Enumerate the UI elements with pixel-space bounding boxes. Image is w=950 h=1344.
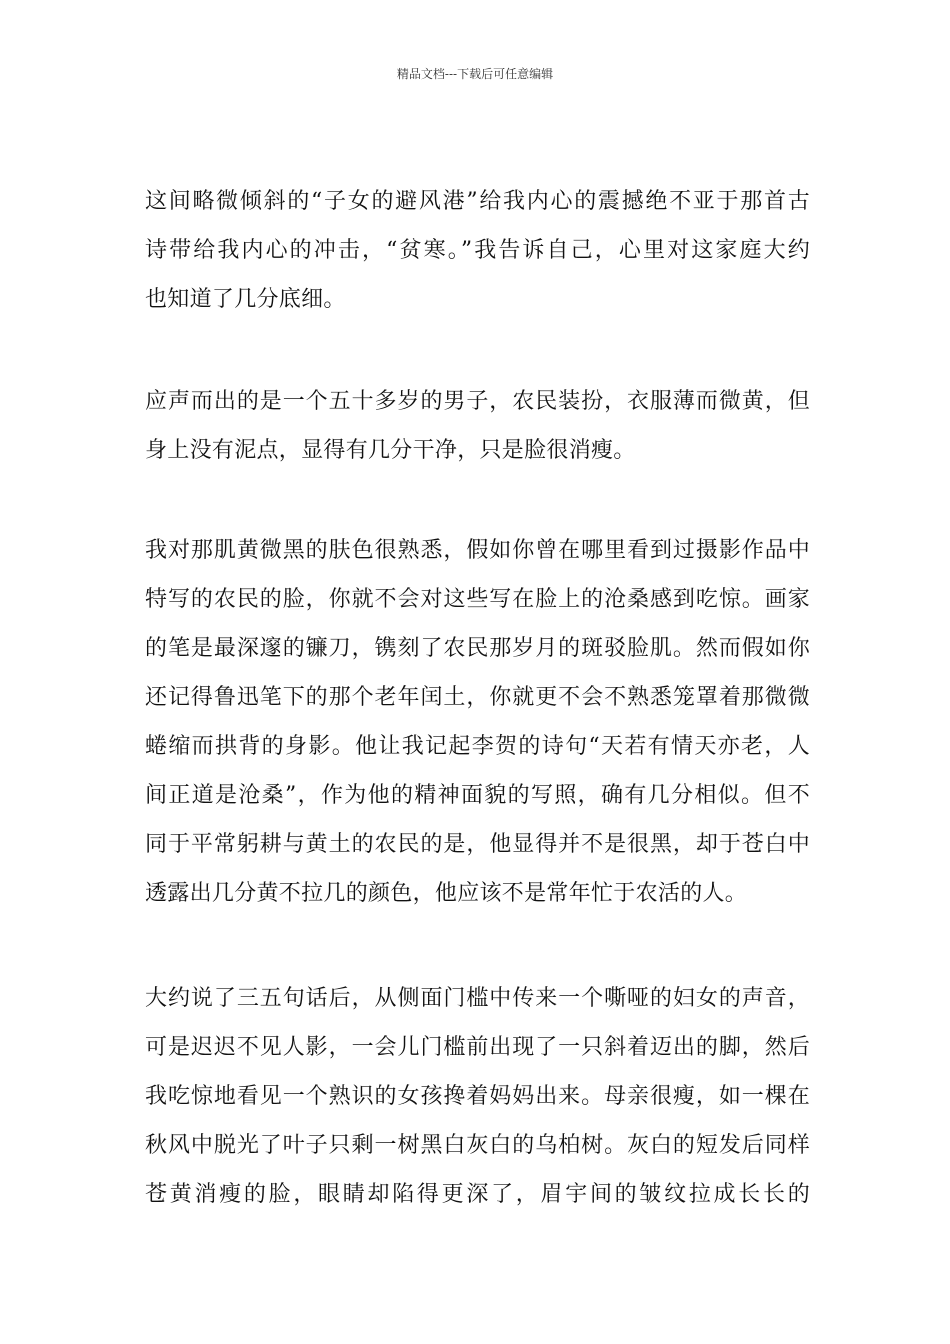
text-line: 秋风中脱光了叶子只剩一树黑白灰白的乌柏树。灰白的短发后同样 [145, 1133, 810, 1158]
text-line: 我吃惊地看见一个熟识的女孩搀着妈妈出来。母亲很瘦，如一棵在 [145, 1084, 810, 1109]
text-line: 诗带给我内心的冲击，“贫寒。”我告诉自己，心里对这家庭大约 [145, 238, 810, 263]
page-header: 精品文档---下载后可任意编辑 [396, 67, 554, 81]
paragraph-1 [145, 177, 810, 324]
text-line: 大约说了三五句话后，从侧面门槛中传来一个嘶哑的妇女的声音， [145, 986, 810, 1011]
paragraph-4 [145, 974, 810, 1219]
text-line: 特写的农民的脸，你就不会对这些写在脸上的沧桑感到吃惊。画家 [145, 587, 810, 612]
text-line: 可是迟迟不见人影，一会儿门槛前出现了一只斜着迈出的脚，然后 [145, 1035, 810, 1060]
paragraph-2 [145, 377, 810, 475]
text-line: 苍黄消瘦的脸，眼睛却陷得更深了，眉宇间的皱纹拉成长长的 [145, 1182, 810, 1207]
text-line: 间正道是沧桑”，作为他的精神面貌的写照，确有几分相似。但不 [145, 783, 810, 808]
paragraph-3 [145, 526, 810, 918]
text-line: 透露出几分黄不拉几的颜色，他应该不是常年忙于农活的人。 [145, 881, 748, 906]
text-line: 也知道了几分底细。 [145, 287, 346, 312]
text-line: 蜷缩而拱背的身影。他让我记起李贺的诗句“天若有情天亦老，人 [145, 734, 810, 759]
text-line: 还记得鲁迅笔下的那个老年闰土，你就更不会不熟悉笼罩着那微微 [145, 685, 810, 710]
text-line: 身上没有泥点，显得有几分干净，只是脸很消瘦。 [145, 438, 636, 463]
text-line: 的笔是最深邃的镰刀，镌刻了农民那岁月的斑驳脸肌。然而假如你 [145, 636, 810, 661]
text-line: 这间略微倾斜的“子女的避风港”给我内心的震撼绝不亚于那首古 [145, 189, 810, 214]
text-line: 应声而出的是一个五十多岁的男子，农民装扮，衣服薄而微黄，但 [145, 389, 810, 414]
text-line: 我对那肌黄微黑的肤色很熟悉，假如你曾在哪里看到过摄影作品中 [145, 538, 810, 563]
text-line: 同于平常躬耕与黄土的农民的是，他显得并不是很黑，却于苍白中 [145, 832, 810, 857]
